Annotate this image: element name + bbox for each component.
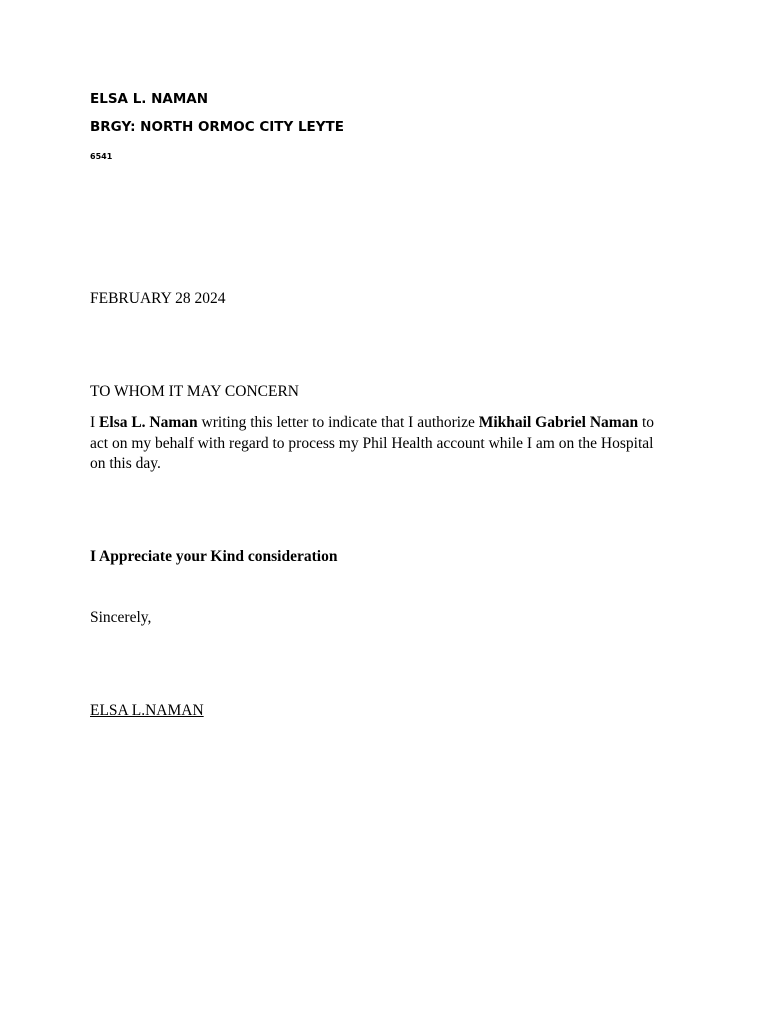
signature-name: ELSA L.NAMAN — [90, 702, 204, 719]
body-name-author: Elsa L. Naman — [99, 414, 198, 431]
closing-note: I Appreciate your Kind consideration — [90, 548, 338, 565]
body-text-part3: to act on my behalf with regard to process my Phil Health account while I am on the Hospital on this day. — [90, 414, 655, 472]
sender-address: BRGY: NORTH ORMOC CITY LEYTE — [90, 119, 344, 135]
sender-name: ELSA L. NAMAN — [90, 91, 209, 107]
body-text-part2: writing this letter to indicate that I authorize — [197, 414, 479, 431]
body-text-part1: I — [90, 414, 100, 431]
sender-zip-code: 6541 — [90, 152, 113, 161]
valediction: Sincerely, — [90, 609, 152, 626]
letter-body — [90, 413, 670, 475]
letter-date: FEBRUARY 28 2024 — [90, 290, 226, 307]
body-name-authorized: Mikhail Gabriel Naman — [478, 414, 639, 431]
salutation: TO WHOM IT MAY CONCERN — [90, 383, 299, 400]
